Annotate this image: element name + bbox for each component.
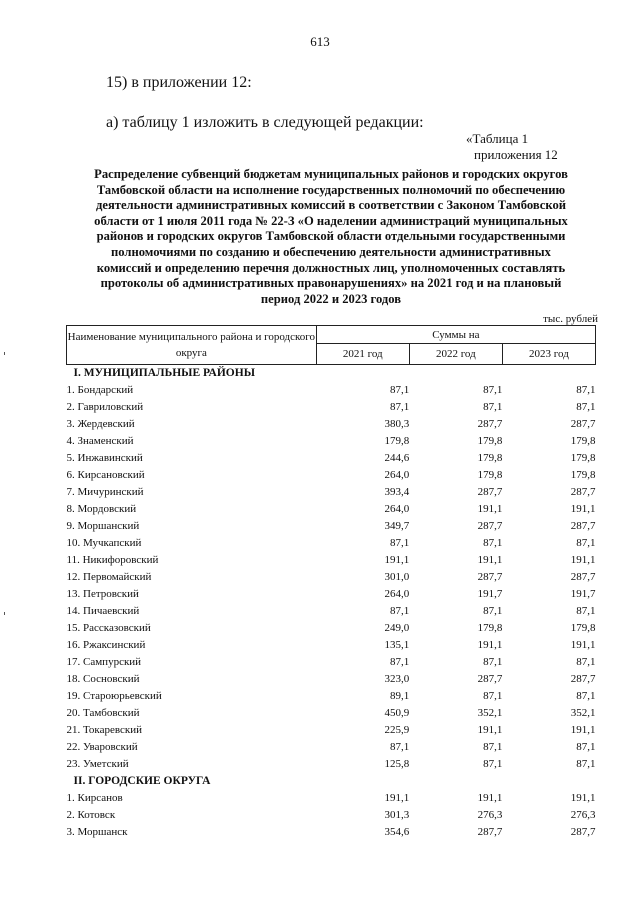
amount-2022: 287,7 [477,826,503,838]
municipality-name: 4. Знаменский [66,435,134,447]
amount-2021: 264,0 [384,469,410,481]
amount-2022: 87,1 [483,605,503,617]
municipality-name: 12. Первомайский [66,571,152,583]
municipality-name: 21. Токаревский [66,724,142,736]
municipality-name: 18. Сосновский [66,673,140,685]
amount-2021: 87,1 [390,656,410,668]
scan-margin-mark [4,352,5,355]
amount-2023: 87,1 [576,384,596,396]
municipality-name: 20. Тамбовский [66,707,140,719]
amount-2021: 89,1 [390,690,410,702]
title-line: протоколы об административных правонарушениях» на 2021 год и на плановый [100,276,562,291]
amount-2023: 179,8 [570,452,596,464]
amount-2022: 287,7 [477,571,503,583]
table-row [67,705,596,722]
municipality-name: 17. Сампурский [66,656,142,668]
amount-2023: 179,8 [570,469,596,481]
subsidy-table [66,325,596,841]
amount-2023: 87,1 [576,401,596,413]
amount-2021: 301,3 [384,809,410,821]
table-row [67,790,596,807]
amount-2022: 287,7 [477,673,503,685]
table-reference-line: приложения 12 [474,147,558,162]
amount-2022: 191,1 [477,724,503,736]
amount-2021: 135,1 [384,639,410,651]
title-line: деятельности административных комиссий в соответствии с Законом Тамбовской [95,198,567,213]
amount-2023: 87,1 [576,656,596,668]
amount-2023: 191,1 [570,554,596,566]
municipality-name: 19. Староюрьевский [66,690,162,702]
amount-2021: 87,1 [390,537,410,549]
municipality-name: 14. Пичаевский [66,605,140,617]
amount-2021: 354,6 [384,826,410,838]
municipality-name: 10. Мучкапский [66,537,142,549]
amount-2023: 179,8 [570,622,596,634]
amount-2022: 87,1 [483,537,503,549]
unit-label: тыс. рублей [543,313,598,325]
municipality-name: 1. Бондарский [66,384,134,396]
amount-2021: 264,0 [384,503,410,515]
amount-2023: 191,7 [570,588,596,600]
amount-2023: 287,7 [570,520,596,532]
column-header-year: 2023 год [502,344,595,365]
amount-2022: 352,1 [477,707,503,719]
municipality-name: 2. Котовск [66,809,116,821]
table-row [67,569,596,586]
amount-2021: 393,4 [384,486,410,498]
table-row [67,501,596,518]
scan-margin-mark [4,612,5,615]
section-header-row [67,773,596,790]
amount-2021: 87,1 [390,741,410,753]
amount-2022: 87,1 [483,690,503,702]
table-row [67,433,596,450]
amount-2023: 191,1 [570,503,596,515]
municipality-name: 3. Моршанск [66,826,128,838]
amount-2022: 287,7 [477,418,503,430]
municipality-name: 5. Инжавинский [66,452,143,464]
amount-2022: 276,3 [477,809,503,821]
amount-2022: 191,1 [477,792,503,804]
amount-2022: 287,7 [477,486,503,498]
title-line: комиссий и определению перечня должностных лиц, уполномоченных составлять [96,260,566,275]
table-row [67,688,596,705]
municipality-name: 11. Никифоровский [66,554,159,566]
amount-2023: 287,7 [570,826,596,838]
amount-2021: 244,6 [384,452,410,464]
municipality-name: 3. Жердевский [66,418,135,430]
amount-2022: 191,1 [477,503,503,515]
amount-2022: 191,1 [477,554,503,566]
table-row [67,654,596,671]
amount-2022: 179,8 [477,435,503,447]
amount-2021: 450,9 [384,707,410,719]
amount-2023: 276,3 [570,809,596,821]
municipality-name: 16. Ржаксинский [66,639,146,651]
title-line: области от 1 июля 2011 года № 22-З «О наделении администраций муниципальных [94,213,568,228]
municipality-name: 13. Петровский [66,588,139,600]
title-line: полномочиями по созданию и обеспечению деятельности административных [111,244,551,259]
amount-2021: 323,0 [384,673,410,685]
municipality-name: 7. Мичуринский [66,486,144,498]
table-row [67,722,596,739]
amendment-subitem-line: а) таблицу 1 изложить в следующей редакции: [106,114,424,131]
amount-2023: 87,1 [576,741,596,753]
municipality-name: 9. Моршанский [66,520,140,532]
amount-2022: 287,7 [477,520,503,532]
amount-2023: 287,7 [570,673,596,685]
table-row [67,552,596,569]
amount-2022: 179,8 [477,622,503,634]
amount-2023: 87,1 [576,758,596,770]
column-header-year: 2021 год [316,344,409,365]
amount-2022: 87,1 [483,401,503,413]
table-row [67,756,596,773]
amount-2021: 301,0 [384,571,410,583]
amount-2021: 264,0 [384,588,410,600]
amount-2022: 179,8 [477,469,503,481]
table-row [67,416,596,433]
table-reference-line: «Таблица 1 [466,131,529,146]
column-header-sums: Суммы на [316,326,595,344]
amount-2023: 87,1 [576,537,596,549]
amount-2022: 191,1 [477,639,503,651]
amount-2021: 380,3 [384,418,410,430]
municipality-name: 1. Кирсанов [66,792,123,804]
amount-2023: 191,1 [570,792,596,804]
title-line: районов и городских округов Тамбовской области отдельными государственными [96,229,566,244]
municipality-name: 23. Уметский [66,758,129,770]
amount-2021: 225,9 [384,724,410,736]
amount-2023: 287,7 [570,486,596,498]
municipality-name: 15. Рассказовский [66,622,151,634]
amount-2023: 87,1 [576,690,596,702]
page-number: 613 [310,34,330,49]
table-row [67,671,596,688]
amount-2021: 125,8 [384,758,410,770]
municipality-name: 6. Кирсановский [66,469,145,481]
table-row [67,518,596,535]
table-row [67,450,596,467]
amount-2021: 349,7 [384,520,410,532]
section-title: II. ГОРОДСКИЕ ОКРУГА [73,775,211,787]
amendment-item-line: 15) в приложении 12: [106,74,252,91]
section-title: I. МУНИЦИПАЛЬНЫЕ РАЙОНЫ [73,367,255,379]
amount-2023: 191,1 [570,724,596,736]
amount-2021: 87,1 [390,384,410,396]
table-reference [466,131,558,163]
amount-2022: 191,7 [477,588,503,600]
title-line: период 2022 и 2023 годов [260,291,402,306]
amount-2022: 87,1 [483,384,503,396]
title-line: Распределение субвенций бюджетам муниципальных районов и городских округов [94,167,568,181]
amount-2022: 87,1 [483,758,503,770]
title-line: Тамбовской области на исполнение государственных полномочий по обеспечению [96,182,566,197]
amount-2023: 287,7 [570,571,596,583]
amount-2022: 179,8 [477,452,503,464]
municipality-name: 8. Мордовский [66,503,137,515]
table-row [67,535,596,552]
table-row [67,620,596,637]
table-row [67,807,596,824]
amount-2021: 249,0 [384,622,410,634]
section-header-row [67,365,596,383]
table-row [67,824,596,841]
amount-2023: 191,1 [570,639,596,651]
column-header-name: Наименование муниципального района и городского округа [67,326,317,365]
column-header-year: 2022 год [409,344,502,365]
amount-2023: 352,1 [570,707,596,719]
amount-2021: 87,1 [390,401,410,413]
amount-2022: 87,1 [483,741,503,753]
municipality-name: 2. Гавриловский [66,401,144,413]
table-row [67,399,596,416]
table-row [67,603,596,620]
amount-2021: 179,8 [384,435,410,447]
table-row [67,739,596,756]
table-body [67,365,596,842]
amount-2021: 191,1 [384,554,410,566]
document-title [74,167,588,307]
table-row [67,484,596,501]
table-row [67,586,596,603]
amount-2023: 287,7 [570,418,596,430]
table-row [67,382,596,399]
table-row [67,637,596,654]
amount-2021: 87,1 [390,605,410,617]
amount-2022: 87,1 [483,656,503,668]
amount-2023: 87,1 [576,605,596,617]
table-row [67,467,596,484]
amount-2021: 191,1 [384,792,410,804]
amount-2023: 179,8 [570,435,596,447]
municipality-name: 22. Уваровский [66,741,138,753]
